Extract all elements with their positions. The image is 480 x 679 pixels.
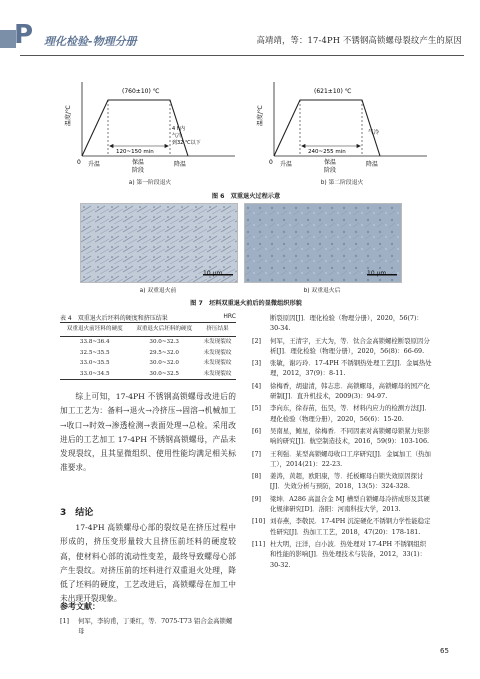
table-cell: 未发现裂纹	[203, 339, 232, 345]
reference-item: [6] 吴南星，鲍星，徐梅香．不同因素对高锁螺母锁紧力矩影响的研究[J]．航空制造技术，2016，59(9)：103-106.	[252, 426, 430, 446]
references-heading: 参考文献：	[60, 602, 100, 611]
table-cell: 30.0~32.0	[149, 360, 179, 366]
y-axis-label-a: 温度/℃	[65, 105, 72, 126]
table4-header: 挤压结果	[199, 323, 236, 337]
table-cell: 32.5~35.5	[79, 349, 110, 356]
stage-cool-a: 降温	[174, 161, 187, 168]
stage-hold-b-1: 保温	[324, 159, 337, 166]
cool-label-a-2: 气冷	[172, 133, 183, 139]
references-right	[252, 313, 432, 570]
figure6-diagram-b	[252, 78, 432, 178]
reference-item: [5] 李向东，徐春苗，伍昊，等．材料内应力的检测方法[J]．理化检验（物理分册），2020，56(6)：15-20.	[252, 404, 431, 423]
reference-item: [3] 张敏，谢巧玲．17-4PH 不锈钢热处理工艺[J]．金属热处理，2012，37(9)：8-11.	[252, 359, 432, 378]
cool-label-a-3: 到32 ℃以下	[172, 140, 201, 146]
time-label-b: 240~255 min	[308, 149, 346, 155]
journal-logo-text: 理化检验-物理分册	[44, 35, 137, 48]
table-cell: 33.8~36.4	[79, 339, 110, 345]
scale-bar-before: 10 μm	[203, 270, 223, 277]
table4	[60, 322, 236, 380]
stage-hold-b-2: 阶段	[324, 167, 337, 174]
x-zero-a: 0	[77, 159, 81, 166]
reference-item: [4] 徐梅香，胡建清，韩志忠．高锁螺母，高锁螺母的国产化研制[J]．直升机技术，2009(3)：94-97.	[252, 381, 430, 401]
stage-hold-a-2: 阶段	[132, 167, 145, 174]
stage-heat-b: 升温	[280, 161, 293, 168]
table-cell: 30.0~32.3	[149, 339, 179, 345]
running-title: 高靖靖，等：17-4PH 不锈钢高锁螺母裂纹产生的原因	[256, 35, 462, 45]
stage-heat-a: 升温	[88, 161, 101, 168]
cool-label-a-1: 4 h内	[172, 126, 185, 132]
table-cell: 33.0~34.5	[79, 370, 110, 377]
peak-temp-label-a: (760±10) ℃	[122, 88, 160, 95]
table-row	[60, 369, 236, 380]
figure6-title: 图 6 双重退火过程示意	[211, 193, 281, 200]
body-paragraph-2: 17-4PH 高锁螺母心部的裂纹是在挤压过程中形成的，挤压变形量较大且挤压前坯料的硬度较高，使材料心部的流动性变差，最终导致螺母心部产生裂纹。对挤压前的坯料进行双重退火处理，降低了坯料的硬度，工艺改进后，高锁螺母在加工中未出现开裂现象。	[60, 523, 236, 604]
time-label-a: 120~150 min	[116, 149, 154, 155]
table4-title: 表 4 双重退火后坯料的硬度和挤压结果	[60, 315, 168, 322]
figure7-title: 图 7 坯料双重退火前后的显微组织形貌	[190, 300, 302, 307]
reference-item: [7] 王利强．某型高锁螺母收口工序研究[J]．金属加工（热加工），2014(21)：22-23.	[252, 449, 431, 468]
figure7-caption-a: a) 双重退火前	[139, 288, 177, 294]
page-number: 65	[440, 647, 449, 655]
references-left	[60, 616, 236, 637]
table-cell: 30.0~32.5	[149, 370, 179, 377]
reference-item: [11] 杜大明，汪洋，白小波．热处理对 17-4PH 不锈钢组织和性能的影响[J]．热处理技术与装备，2012，33(1)：30-32.	[252, 539, 427, 569]
figure6-diagram-a	[60, 78, 240, 178]
reference-item: [1] 何军，李钧甫，丁秉红，等．7075-T73 铝合金高锁螺母	[60, 617, 233, 636]
table4-header: 双重退火后坯料的硬度	[129, 323, 198, 337]
reference-item: [8] 姜涛，黄超，欧阳康，等．托板螺母自锁失效原因探讨[J]．失效分析与预防，2018，13(5)：324-328.	[252, 472, 424, 491]
table4-unit: HRC	[223, 313, 236, 320]
table-cell: 未发现裂纹	[203, 360, 232, 366]
scale-bar-after: 10 μm	[367, 270, 387, 277]
reference-item: 断裂原因[J]．理化检验（物理分册），2020，56(7)：30-34.	[270, 314, 423, 333]
table4-header: 双重退火前坯料的硬度	[60, 323, 129, 337]
table-cell: 未发现裂纹	[203, 349, 232, 356]
table-cell: 29.5~32.0	[149, 349, 179, 356]
reference-item: [9] 梁坤．A286 高温合金 MJ 槽型自锁螺母冷挤成形及其硬化规律研究[D]．洛阳：河南科技大学，2013.	[252, 494, 430, 514]
section-heading-conclusion: 3 结论	[60, 508, 94, 518]
logo-letter: P	[14, 20, 34, 50]
table-row	[60, 348, 236, 359]
reference-item: [2] 何军，王清宇，王大为，等．钛合金高锁螺栓断裂原因分析[J]．理化检验（物理分册），2020，56(8)：66-69.	[252, 336, 430, 355]
table-row	[60, 358, 236, 369]
table-row	[60, 337, 236, 348]
peak-temp-label-b: (621±10) ℃	[314, 88, 352, 95]
stage-cool-b: 降温	[366, 161, 379, 168]
stage-hold-a-1: 保温	[132, 159, 145, 166]
figure7-caption-b: b) 双重退火后	[303, 288, 341, 294]
y-axis-label-b: 温度/℃	[257, 105, 264, 126]
figure6-caption-b: b) 第二阶段退火	[320, 180, 364, 186]
x-zero-b: 0	[269, 159, 273, 166]
body-paragraph-1: 综上可知，17-4PH 不锈钢高锁螺母改进后的加工工艺为：备料→退火→冷挤压→固溶→机械加工→收口→时效→渗透检测→表面处理→总检。采用改进后的工艺加工 17-4PH 不锈钢高锁螺母，产品未发现裂纹，且其显微组织、使用性能均满足相关标准要求。	[60, 392, 236, 473]
figure6-caption-a: a) 第一阶段退火	[128, 180, 172, 186]
reference-item: [10] 刘春燕，李敬民．17-4PH 沉淀硬化不锈钢力学性能稳定性研究[J]．热加工工艺，2018，47(20)：178-181.	[252, 517, 431, 536]
cool-label-b: 气冷	[368, 130, 380, 136]
table-cell: 33.0~35.5	[79, 360, 110, 366]
table-cell: 未发现裂纹	[203, 370, 232, 377]
header-rule	[20, 55, 464, 56]
